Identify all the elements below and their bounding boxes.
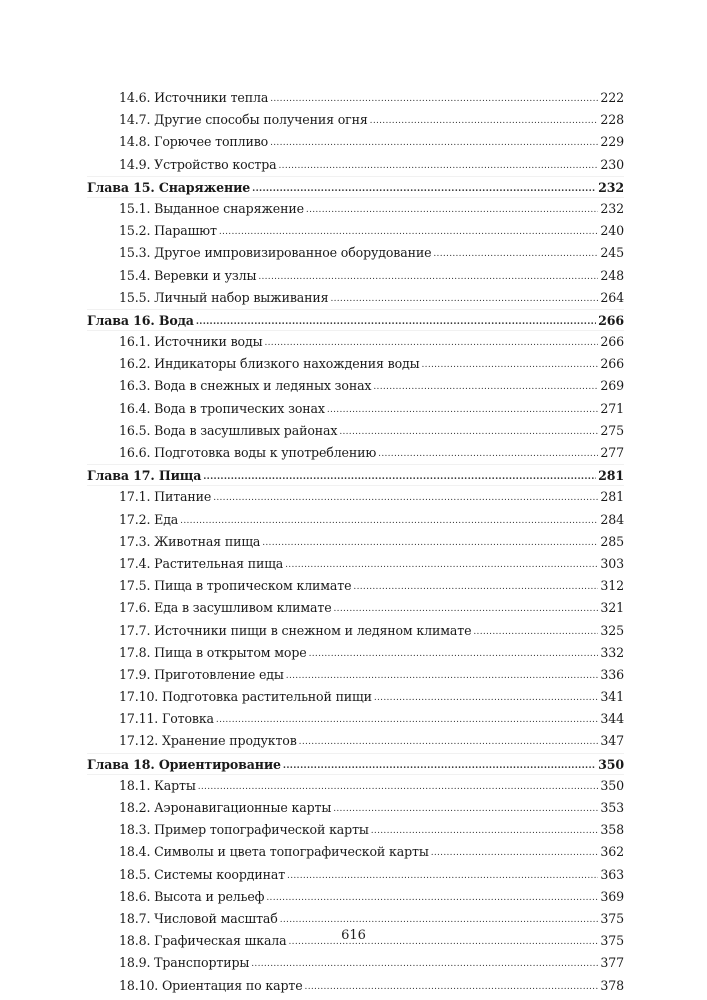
toc-entry-title: 18.6. Высота и рельеф bbox=[119, 888, 265, 904]
toc-entry-page: 353 bbox=[600, 800, 624, 815]
toc-section-row[interactable] bbox=[87, 642, 624, 664]
toc-entry-title: 17.7. Источники пищи в снежном и ледяном климате bbox=[119, 622, 472, 638]
dot-leader bbox=[422, 354, 599, 376]
toc-entry-title: 17.4. Растительная пища bbox=[119, 555, 284, 571]
toc-entry-title: 17.6. Еда в засушливом климате bbox=[119, 600, 332, 616]
toc-section-row[interactable] bbox=[87, 353, 624, 375]
toc-entry-page: 284 bbox=[600, 511, 624, 527]
dot-leader bbox=[433, 243, 598, 265]
toc-entry-page: 336 bbox=[600, 666, 624, 682]
toc-entry-title: Глава 18. Ориентирование bbox=[87, 756, 281, 772]
toc-entry-title: Глава 16. Вода bbox=[87, 312, 194, 328]
toc-section-row[interactable] bbox=[87, 287, 624, 309]
toc-entry-page: 269 bbox=[600, 378, 624, 394]
dot-leader bbox=[286, 665, 599, 687]
dot-leader bbox=[309, 643, 599, 665]
dot-leader bbox=[270, 88, 598, 110]
toc-entry-page: 358 bbox=[600, 822, 624, 838]
toc-section-row[interactable] bbox=[87, 597, 624, 619]
toc-entry-page: 229 bbox=[600, 134, 624, 150]
toc-entry-title: 14.7. Другие способы получения огня bbox=[119, 112, 368, 128]
toc-section-row[interactable] bbox=[87, 708, 624, 730]
dot-leader bbox=[353, 576, 598, 598]
toc-entry-title: 16.1. Источники воды bbox=[119, 334, 263, 350]
toc-entry-page: 375 bbox=[600, 910, 624, 926]
toc-entry-page: 266 bbox=[598, 312, 624, 328]
toc-entry-title: 17.5. Пища в тропическом климате bbox=[119, 578, 352, 594]
toc-section-row[interactable] bbox=[87, 531, 624, 553]
toc-entry-page: 222 bbox=[600, 90, 624, 105]
dot-leader bbox=[374, 687, 599, 709]
toc-entry-page: 240 bbox=[600, 223, 624, 239]
toc-entry-page: 303 bbox=[600, 555, 624, 571]
toc-entry-page: 277 bbox=[600, 445, 624, 460]
toc-section-row[interactable] bbox=[87, 664, 624, 686]
toc-entry-title: 17.2. Еда bbox=[119, 511, 179, 527]
dot-leader bbox=[373, 376, 598, 398]
toc-section-row[interactable] bbox=[87, 109, 624, 131]
toc-section-row[interactable] bbox=[87, 886, 624, 908]
dot-leader bbox=[266, 887, 598, 909]
toc-section-row[interactable] bbox=[87, 442, 624, 464]
toc-entry-title: 14.8. Горючее топливо bbox=[119, 134, 269, 150]
toc-entry-title: 17.11. Готовка bbox=[119, 711, 214, 727]
table-of-contents bbox=[87, 87, 624, 997]
toc-section-row[interactable] bbox=[87, 420, 624, 442]
dot-leader bbox=[252, 178, 596, 200]
toc-entry-title: 17.12. Хранение продуктов bbox=[119, 733, 297, 749]
dot-leader bbox=[180, 510, 598, 532]
toc-section-row[interactable] bbox=[87, 575, 624, 597]
toc-entry-page: 350 bbox=[598, 756, 624, 772]
dot-leader bbox=[258, 266, 598, 288]
toc-entry-page: 245 bbox=[600, 245, 624, 261]
toc-section-row[interactable] bbox=[87, 220, 624, 242]
toc-chapter-row[interactable] bbox=[87, 753, 624, 775]
toc-entry-title: 16.3. Вода в снежных и ледяных зонах bbox=[119, 378, 372, 394]
dot-leader bbox=[334, 598, 599, 620]
toc-section-row[interactable] bbox=[87, 819, 624, 841]
toc-entry-title: 17.9. Приготовление еды bbox=[119, 666, 284, 682]
toc-entry-page: 264 bbox=[600, 289, 624, 305]
dot-leader bbox=[219, 221, 599, 243]
toc-entry-title: 15.4. Веревки и узлы bbox=[119, 267, 257, 283]
toc-section-row[interactable] bbox=[87, 620, 624, 642]
dot-leader bbox=[283, 755, 596, 777]
toc-entry-page: 248 bbox=[600, 267, 624, 283]
toc-entry-page: 350 bbox=[600, 777, 624, 793]
toc-entry-page: 266 bbox=[600, 334, 624, 350]
toc-entry-title: 18.4. Символы и цвета топографической карты bbox=[119, 844, 429, 860]
toc-entry-title: 16.5. Вода в засушливых районах bbox=[119, 422, 338, 438]
toc-entry-title: 18.10. Ориентация по карте bbox=[119, 977, 303, 993]
toc-entry-title: Глава 17. Пища bbox=[87, 468, 202, 484]
dot-leader bbox=[216, 709, 599, 731]
toc-entry-title: 15.2. Парашют bbox=[119, 223, 217, 239]
toc-section-row[interactable] bbox=[87, 841, 624, 863]
toc-entry-page: 377 bbox=[600, 955, 624, 971]
toc-entry-title: 17.8. Пища в открытом море bbox=[119, 644, 307, 660]
toc-section-row[interactable] bbox=[87, 198, 624, 220]
toc-entry-page: 369 bbox=[600, 888, 624, 904]
toc-chapter-row[interactable] bbox=[87, 309, 624, 331]
toc-entry-title: 15.1. Выданное снаряжение bbox=[119, 200, 304, 216]
toc-chapter-row[interactable] bbox=[87, 176, 624, 198]
toc-entry-page: 285 bbox=[600, 533, 624, 549]
dot-leader bbox=[196, 311, 596, 333]
dot-leader bbox=[339, 421, 598, 443]
toc-entry-page: 321 bbox=[600, 600, 624, 616]
dot-leader bbox=[327, 399, 599, 421]
toc-section-row[interactable] bbox=[87, 242, 624, 264]
toc-section-row[interactable] bbox=[87, 375, 624, 397]
toc-entry-page: 347 bbox=[600, 733, 624, 749]
dot-leader bbox=[371, 820, 599, 842]
toc-section-row[interactable] bbox=[87, 265, 624, 287]
dot-leader bbox=[305, 976, 599, 998]
toc-entry-title: 16.2. Индикаторы близкого нахождения воды bbox=[119, 356, 420, 372]
dot-leader bbox=[213, 487, 598, 509]
dot-leader bbox=[473, 621, 598, 643]
toc-section-row[interactable] bbox=[87, 686, 624, 708]
toc-entry-title: 15.5. Личный набор выживания bbox=[119, 289, 329, 305]
dot-leader bbox=[262, 532, 598, 554]
toc-entry-page: 344 bbox=[600, 711, 624, 727]
toc-section-row[interactable] bbox=[87, 975, 624, 997]
toc-chapter-row[interactable] bbox=[87, 464, 624, 486]
toc-section-row[interactable] bbox=[87, 775, 624, 797]
toc-entry-title: 18.1. Карты bbox=[119, 777, 196, 793]
dot-leader bbox=[251, 953, 598, 975]
dot-leader bbox=[279, 155, 599, 177]
toc-entry-page: 232 bbox=[600, 200, 624, 216]
toc-entry-page: 375 bbox=[600, 933, 624, 949]
dot-leader bbox=[264, 332, 598, 354]
toc-entry-page: 275 bbox=[600, 422, 624, 438]
toc-section-row[interactable] bbox=[87, 486, 624, 508]
toc-section-row[interactable] bbox=[87, 908, 624, 930]
toc-entry-page: 281 bbox=[598, 468, 624, 484]
toc-entry-title: 16.6. Подготовка воды к употреблению bbox=[119, 445, 377, 460]
toc-section-row[interactable] bbox=[87, 797, 624, 819]
dot-leader bbox=[270, 132, 598, 154]
dot-leader bbox=[287, 865, 598, 887]
toc-entry-title: 14.6. Источники тепла bbox=[119, 90, 269, 105]
toc-entry-title: Глава 15. Снаряжение bbox=[87, 179, 251, 195]
toc-entry-page: 232 bbox=[598, 179, 624, 195]
toc-entry-title: 18.8. Графическая шкала bbox=[119, 933, 287, 949]
toc-section-row[interactable] bbox=[87, 730, 624, 752]
dot-leader bbox=[306, 199, 599, 221]
dot-leader bbox=[285, 554, 598, 576]
toc-entry-title: 18.2. Аэронавигационные карты bbox=[119, 800, 332, 815]
toc-entry-title: 17.1. Питание bbox=[119, 489, 212, 505]
toc-entry-page: 362 bbox=[600, 844, 624, 860]
toc-entry-page: 341 bbox=[600, 689, 624, 705]
dot-leader bbox=[378, 443, 598, 465]
toc-entry-page: 281 bbox=[600, 489, 624, 505]
toc-section-row[interactable] bbox=[87, 154, 624, 176]
dot-leader bbox=[333, 798, 598, 820]
dot-leader bbox=[431, 842, 599, 864]
toc-entry-page: 266 bbox=[600, 356, 624, 372]
toc-entry-title: 18.7. Числовой масштаб bbox=[119, 910, 278, 926]
toc-entry-title: 17.10. Подготовка растительной пищи bbox=[119, 689, 372, 705]
toc-entry-page: 325 bbox=[600, 622, 624, 638]
toc-entry-title: 18.5. Системы координат bbox=[119, 866, 286, 882]
dot-leader bbox=[370, 110, 599, 132]
page-number: 616 bbox=[341, 928, 366, 943]
dot-leader bbox=[198, 776, 599, 798]
toc-section-row[interactable] bbox=[87, 131, 624, 153]
toc-section-row[interactable] bbox=[87, 553, 624, 575]
toc-entry-page: 312 bbox=[600, 578, 624, 594]
toc-entry-page: 228 bbox=[600, 112, 624, 128]
toc-entry-page: 271 bbox=[600, 400, 624, 416]
toc-entry-title: 14.9. Устройство костра bbox=[119, 156, 277, 172]
toc-entry-title: 18.3. Пример топографической карты bbox=[119, 822, 369, 838]
dot-leader bbox=[299, 731, 599, 753]
toc-entry-page: 332 bbox=[600, 644, 624, 660]
toc-entry-title: 15.3. Другое импровизированное оборудование bbox=[119, 245, 432, 261]
toc-entry-title: 18.9. Транспортиры bbox=[119, 955, 250, 971]
toc-section-row[interactable] bbox=[87, 952, 624, 974]
toc-section-row[interactable] bbox=[87, 398, 624, 420]
toc-entry-page: 363 bbox=[600, 866, 624, 882]
toc-section-row[interactable] bbox=[87, 864, 624, 886]
toc-entry-page: 378 bbox=[600, 977, 624, 993]
toc-entry-page: 230 bbox=[600, 156, 624, 172]
dot-leader bbox=[330, 288, 598, 310]
toc-section-row[interactable] bbox=[87, 331, 624, 353]
toc-section-row[interactable] bbox=[87, 87, 624, 109]
dot-leader bbox=[203, 466, 596, 488]
toc-entry-title: 16.4. Вода в тропических зонах bbox=[119, 400, 325, 416]
toc-entry-title: 17.3. Животная пища bbox=[119, 533, 261, 549]
toc-section-row[interactable] bbox=[87, 509, 624, 531]
